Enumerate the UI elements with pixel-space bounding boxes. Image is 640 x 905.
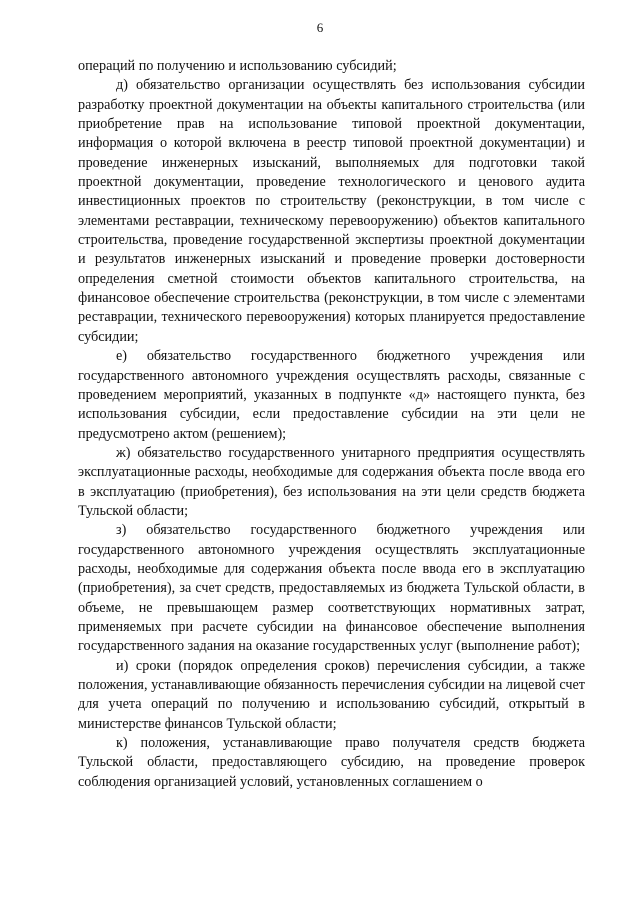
paragraph-item-i: и) сроки (порядок определения сроков) перечисления субсидии, а также положения, устанавливающие обязанность перечисления субсидии на лицевой счет для учета операций по получению и использованию субсидий, открытый в министерстве финансов Тульской области; [78, 657, 585, 732]
document-body [78, 57, 585, 792]
paragraph-item-k: к) положения, устанавливающие право получателя средств бюджета Тульской области, предоставляющего субсидию, на проведение проверок соблюдения организацией условий, установленных соглашением о [78, 735, 585, 790]
page-number: 6 [316, 20, 324, 35]
paragraph-item-e: е) обязательство государственного бюджетного учреждения или государственного автономного учреждения осуществлять расходы, связанные с проведением мероприятий, указанных в подпункте «д» настоящего пункта, без использования субсидии, если предоставление субсидии на эти цели не предусмотрено актом (решением); [78, 348, 585, 442]
paragraph-item-zh: ж) обязательство государственного унитарного предприятия осуществлять эксплуатационные расходы, необходимые для содержания объекта после ввода его в эксплуатацию (приобретения), без использования на эти цели средств бюджета Тульской области; [78, 444, 585, 519]
paragraph-continuation: операций по получению и использованию субсидий; [78, 58, 397, 74]
paragraph-item-d: д) обязательство организации осуществлять без использования субсидии разработку проектной документации на объекты капитального строительства (или приобретение прав на использование типовой проектной документации, информация о которой включена в реестр типовой проектной документации) и проведение инженерных изысканий, выполняемых для подготовки такой проектной документации, проведение технологического и ценового аудита инвестиционных проектов по строительству (реконструкции, в том числе с элементами реставрации, техническому перевооружению) объектов капитального строительства, проведение государственной экспертизы проектной документации и результатов инженерных изысканий и проведение проверки достоверности определения сметной стоимости объектов капитального строительства, на финансовое обеспечение строительства (реконструкции, в том числе с элементами реставрации, технического перевооружения) которых планируется предоставление субсидии; [78, 77, 585, 345]
paragraph-item-z: з) обязательство государственного бюджетного учреждения или государственного автономного учреждения осуществлять эксплуатационные расходы, необходимые для содержания объекта после ввода его в эксплуатацию (приобретения), за счет средств, предоставляемых из бюджета Тульской области, в объеме, не превышающем размер соответствующих нормативных затрат, применяемых при расчете субсидии на финансовое обеспечение выполнения государственного задания на оказание государственных услуг (выполнение работ); [78, 522, 585, 655]
